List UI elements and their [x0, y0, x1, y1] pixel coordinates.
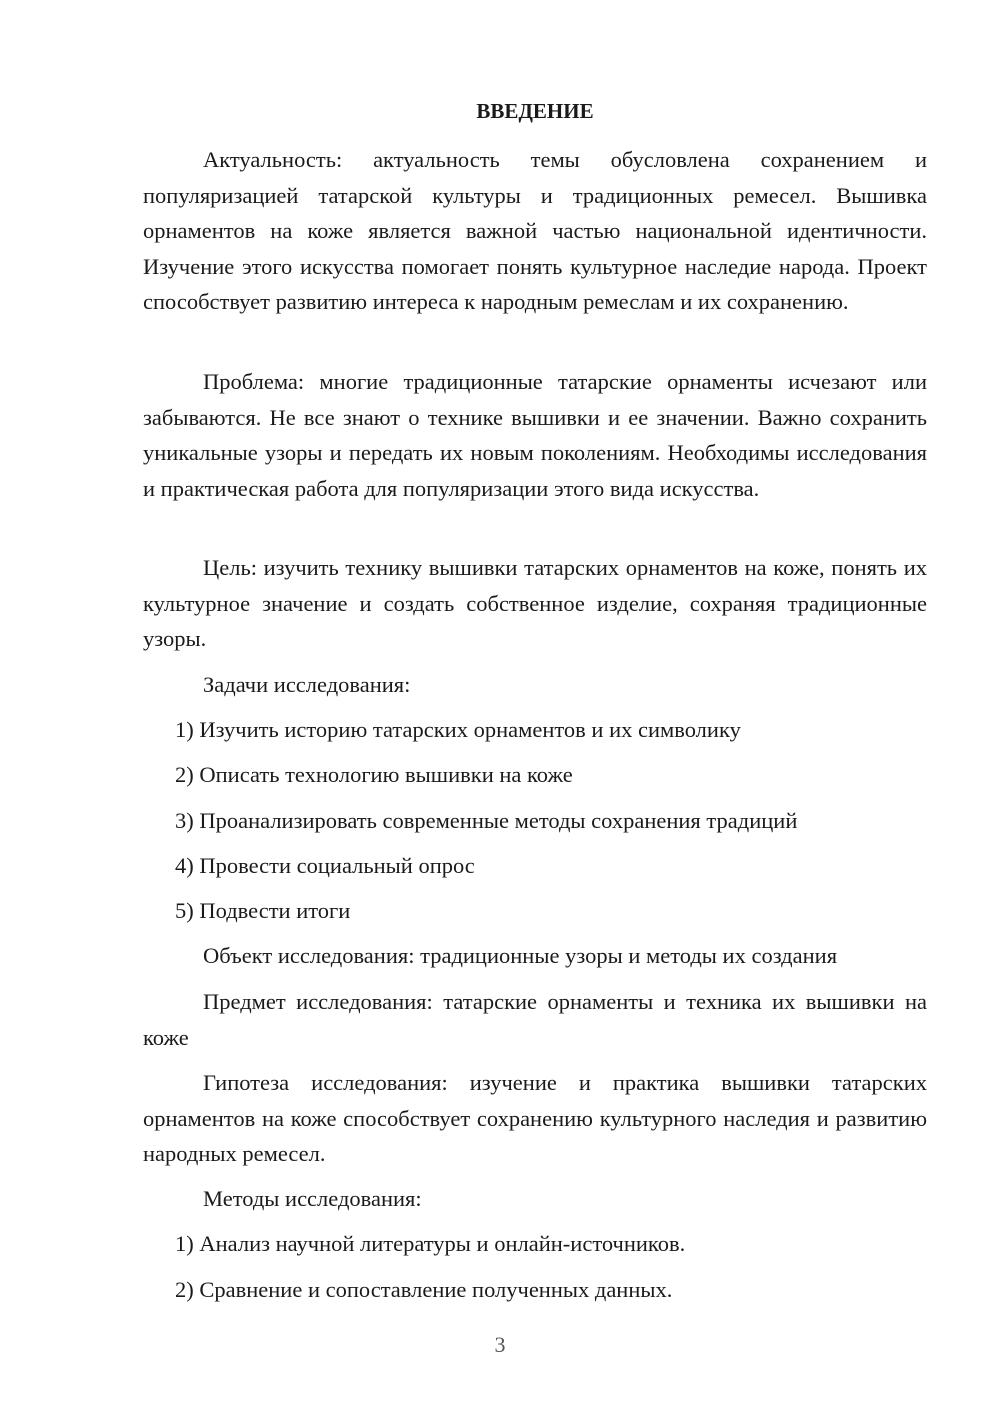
task-item-4: 4) Провести социальный опрос [175, 853, 475, 878]
goal-paragraph: Цель: изучить технику вышивки татарских орнаментов на коже, понять их культурное значение и создать собственное изделие, сохраняя традиционные узоры. [143, 555, 927, 651]
object-paragraph: Объект исследования: традиционные узоры и методы их создания [203, 943, 838, 968]
task-item-2: 2) Описать технологию вышивки на коже [175, 762, 573, 787]
page-title: ВВЕДЕНИЕ [476, 99, 594, 123]
method-item-2: 2) Сравнение и сопоставление полученных данных. [175, 1277, 673, 1302]
task-item-3: 3) Проанализировать современные методы сохранения традиций [175, 808, 798, 833]
subject-paragraph: Предмет исследования: татарские орнаменты и техника их вышивки на коже [143, 989, 927, 1050]
problem-paragraph: Проблема: многие традиционные татарские орнаменты исчезают или забываются. Не все знают о технике вышивки и ее значении. Важно сохранить уникальные узоры и передать их новым поколениям. Необходимы исследования и практическая работа для популяризации этого вида искусства. [143, 369, 927, 501]
task-item-1: 1) Изучить историю татарских орнаментов и их символику [175, 717, 741, 742]
method-item-1: 1) Анализ научной литературы и онлайн-источников. [175, 1231, 686, 1256]
methods-heading: Методы исследования: [203, 1186, 422, 1211]
task-item-5: 5) Подвести итоги [175, 898, 351, 923]
tasks-heading: Задачи исследования: [203, 672, 411, 697]
relevance-paragraph: Актуальность: актуальность темы обусловлена сохранением и популяризацией татарской культуры и традиционных ремесел. Вышивка орнаментов на коже является важной частью национальной идентичности. Изучение этого искусства помогает понять культурное наследие народа. Проект способствует развитию интереса к народным ремеслам и их сохранению. [143, 147, 927, 314]
page-number: 3 [494, 1332, 506, 1357]
hypothesis-paragraph: Гипотеза исследования: изучение и практика вышивки татарских орнаментов на коже способствует сохранению культурного наследия и развитию народных ремесел. [143, 1070, 927, 1166]
